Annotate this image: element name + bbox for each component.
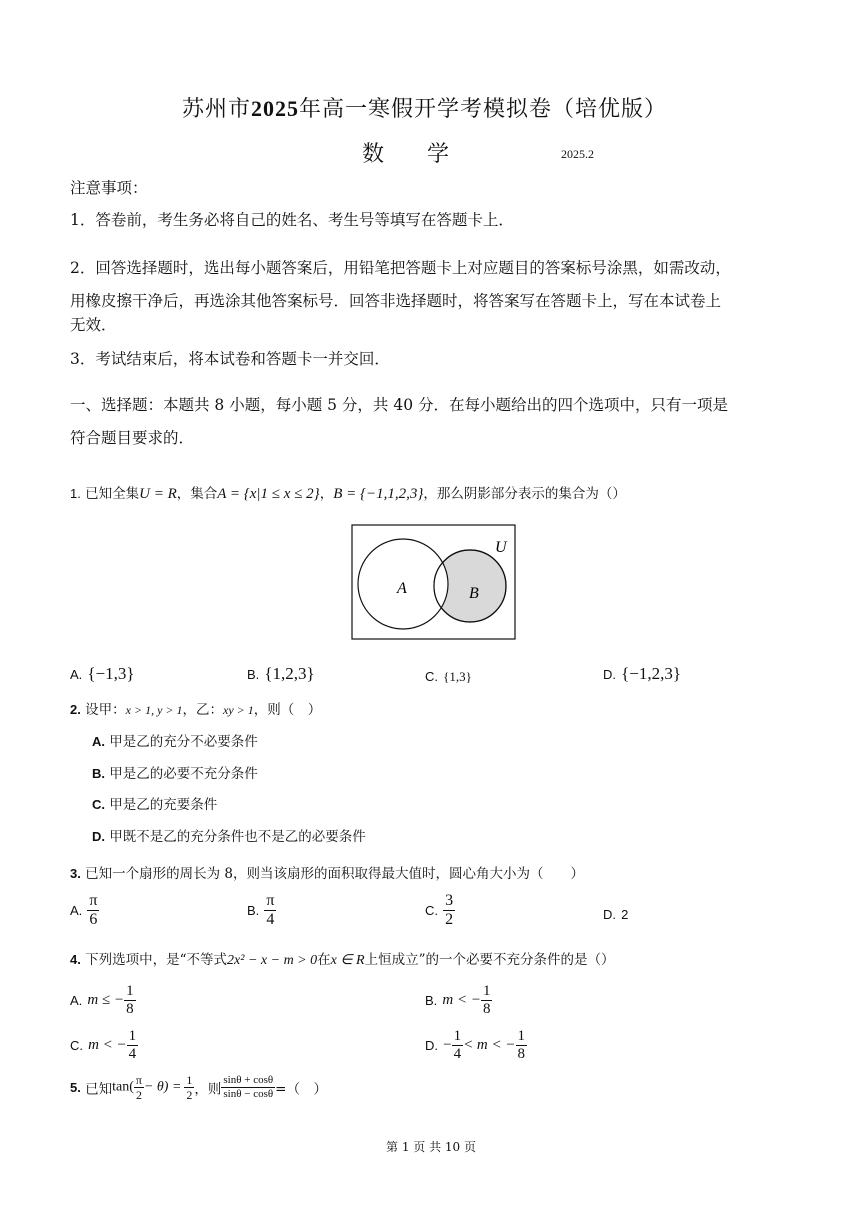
- subject-heading: 数 学: [362, 142, 467, 167]
- question-5-rhs-fraction: [184, 1074, 194, 1101]
- notice-item-2-line-3: 无效．: [70, 316, 117, 334]
- option-letter: A.: [70, 667, 83, 682]
- question-2-option-c[interactable]: [92, 793, 217, 813]
- question-4-domain: x ∈ R: [330, 953, 365, 968]
- question-2-option-d[interactable]: [92, 825, 366, 845]
- question-5-tan-suffix: − θ) =: [143, 1079, 182, 1095]
- question-4-option-b[interactable]: [425, 984, 492, 1017]
- question-1-text-a: 已知全集: [85, 486, 140, 502]
- question-2-condition-b: xy > 1: [223, 703, 254, 717]
- option-letter: A.: [92, 734, 105, 749]
- fraction-numerator: π: [89, 892, 98, 909]
- option-text: 甲是乙的充要条件: [109, 797, 218, 813]
- fraction-denominator: 6: [89, 911, 98, 928]
- fraction-denominator: 2: [135, 1088, 142, 1102]
- question-5: [70, 1074, 327, 1101]
- option-letter: C.: [70, 1038, 83, 1053]
- venn-label-a: A: [397, 580, 407, 597]
- option-letter: C.: [92, 797, 105, 812]
- question-1-option-c[interactable]: [425, 666, 472, 685]
- option-value: {−1,2,3}: [621, 664, 682, 683]
- option-letter: C.: [425, 903, 438, 918]
- fraction-numerator: 1: [128, 1028, 137, 1044]
- fraction-numerator: 1: [482, 983, 491, 999]
- venn-label-b: B: [469, 585, 479, 602]
- option-lhs: m < −: [88, 1037, 127, 1053]
- venn-label-u: U: [495, 539, 507, 556]
- question-1-comma: ，: [319, 486, 334, 502]
- fraction-denominator: sinθ − cosθ: [223, 1088, 274, 1100]
- option-value: {−1,3}: [87, 664, 135, 683]
- question-5-text-c: =（ ）: [275, 1081, 327, 1098]
- option-lhs: m ≤ −: [87, 992, 125, 1008]
- option-value: {1,2,3}: [264, 664, 315, 683]
- option-fraction: [124, 984, 136, 1017]
- question-3-number: 3.: [70, 866, 81, 881]
- question-4-option-a[interactable]: [70, 984, 136, 1017]
- question-1-text-c: ，那么阴影部分表示的集合为（）: [423, 486, 626, 502]
- venn-diagram: [351, 524, 517, 641]
- option-lhs: m < −: [442, 992, 481, 1008]
- option-fraction: [264, 893, 276, 928]
- fraction-numerator: 1: [453, 1028, 462, 1044]
- option-fraction-2: [516, 1029, 528, 1062]
- section-1-line-1: 一、选择题：本题共 8 小题，每小题 5 分，共 40 分．在每小题给出的四个选项中，只有一项是: [70, 396, 729, 414]
- question-4-text-b: 在: [317, 952, 331, 968]
- fraction-denominator: 4: [128, 1046, 137, 1062]
- option-letter: B.: [247, 667, 260, 682]
- notice-item-2-line-1: 2．回答选择题时，选出每小题答案后，用铅笔把答题卡上对应题目的答案标号涂黑，如需改动，: [70, 259, 731, 277]
- exam-title: [182, 92, 667, 123]
- question-3-text: 已知一个扇形的周长为 8，则当该扇形的面积取得最大值时，圆心角大小为（ ）: [85, 866, 585, 882]
- option-fraction: [127, 1029, 139, 1062]
- option-text: 甲既不是乙的充分条件也不是乙的必要条件: [109, 829, 366, 845]
- question-1: [70, 482, 626, 503]
- question-2-condition-a: x > 1, y > 1: [125, 703, 183, 717]
- option-fraction: [443, 893, 455, 928]
- option-value: 2: [621, 907, 629, 922]
- question-3-option-b[interactable]: [247, 893, 276, 928]
- title-rest: 年高一寒假开学考模拟卷（培优版）: [299, 97, 668, 122]
- question-1-text-b: ，集合: [176, 486, 218, 502]
- fraction-numerator: π: [266, 892, 275, 909]
- question-3-option-c[interactable]: [425, 893, 455, 928]
- question-1-option-b[interactable]: [247, 664, 315, 684]
- question-2-number: 2.: [70, 702, 81, 717]
- question-1-option-a[interactable]: [70, 664, 135, 684]
- question-2-text-b: ，乙：: [182, 702, 223, 718]
- question-1-number: 1.: [70, 486, 81, 501]
- option-letter: B.: [425, 993, 438, 1008]
- option-letter: A.: [70, 903, 83, 918]
- fraction-denominator: 8: [482, 1001, 491, 1017]
- fraction-numerator: π: [135, 1073, 142, 1087]
- notice-item-1: 1．答卷前，考生务必将自己的姓名、考生号等填写在答题卡上．: [70, 211, 514, 229]
- question-5-expression-fraction: [221, 1075, 275, 1100]
- question-1-universal-set: U = R: [139, 486, 177, 502]
- option-letter: D.: [425, 1038, 438, 1053]
- question-4-text-a: 下列选项中，是“不等式: [85, 952, 228, 968]
- fraction-numerator: 1: [126, 983, 134, 999]
- question-3-option-d[interactable]: [603, 904, 628, 923]
- fraction-denominator: 2: [445, 911, 454, 928]
- question-4-text-c: 上恒成立”的一个必要不充分条件的是（）: [364, 952, 615, 968]
- question-1-set-b: B = {−1,1,2,3}: [333, 486, 424, 502]
- question-4-inequality: 2x² − x − m > 0: [227, 953, 318, 968]
- fraction-numerator: sinθ + cosθ: [223, 1074, 274, 1086]
- question-2-option-b[interactable]: [92, 762, 258, 782]
- question-5-text-a: 已知: [85, 1081, 113, 1098]
- notice-heading: 注意事项：: [70, 179, 148, 197]
- question-2-option-a[interactable]: [92, 730, 258, 750]
- option-letter: D.: [92, 829, 105, 844]
- option-fraction: [87, 893, 99, 928]
- question-1-set-a: A = {x|1 ≤ x ≤ 2}: [217, 486, 320, 502]
- option-letter: C.: [425, 669, 438, 684]
- question-4: [70, 948, 615, 969]
- option-value: {1,3}: [443, 669, 472, 684]
- option-letter: A.: [70, 993, 83, 1008]
- title-year: 2025: [251, 96, 300, 121]
- question-5-pi-fraction: [134, 1074, 144, 1101]
- page-footer: 第 1 页 共 10 页: [386, 1140, 476, 1154]
- question-2-text-a: 设甲：: [85, 702, 126, 718]
- question-5-tan-prefix: tan(: [112, 1079, 134, 1095]
- question-3-option-a[interactable]: [70, 893, 99, 928]
- exam-date: 2025.2: [561, 147, 594, 161]
- option-pre: −: [443, 1037, 452, 1053]
- fraction-denominator: 2: [186, 1088, 193, 1102]
- notice-item-2-line-2: 用橡皮擦干净后，再选涂其他答案标号．回答非选择题时，将答案写在答题卡上，写在本试卷上: [70, 292, 722, 310]
- question-4-option-c[interactable]: [70, 1029, 138, 1062]
- option-text: 甲是乙的充分不必要条件: [109, 734, 258, 750]
- question-2-text-c: ，则（ ）: [253, 702, 322, 718]
- question-4-option-d[interactable]: [425, 1029, 527, 1062]
- question-1-option-d[interactable]: [603, 664, 681, 684]
- option-fraction: [481, 984, 493, 1017]
- title-prefix: 苏州市: [182, 97, 252, 122]
- notice-item-3: 3．考试结束后，将本试卷和答题卡一并交回．: [70, 350, 390, 368]
- option-letter: D.: [603, 667, 616, 682]
- fraction-denominator: 4: [453, 1046, 462, 1062]
- option-letter: D.: [603, 907, 616, 922]
- question-3: [70, 862, 584, 882]
- fraction-denominator: 8: [126, 1001, 134, 1017]
- fraction-numerator: 1: [517, 1028, 526, 1044]
- option-mid: < m < −: [463, 1037, 516, 1053]
- fraction-denominator: 4: [266, 911, 275, 928]
- question-5-number: 5.: [70, 1080, 81, 1095]
- option-letter: B.: [92, 766, 105, 781]
- fraction-denominator: 8: [517, 1046, 526, 1062]
- option-fraction-1: [452, 1029, 464, 1062]
- option-text: 甲是乙的必要不充分条件: [109, 766, 258, 782]
- question-4-number: 4.: [70, 952, 81, 967]
- option-letter: B.: [247, 903, 260, 918]
- fraction-numerator: 3: [445, 892, 454, 909]
- section-1-line-2: 符合题目要求的．: [70, 429, 195, 447]
- question-2: [70, 698, 321, 718]
- question-5-text-b: ，则: [194, 1081, 222, 1098]
- fraction-numerator: 1: [186, 1073, 193, 1087]
